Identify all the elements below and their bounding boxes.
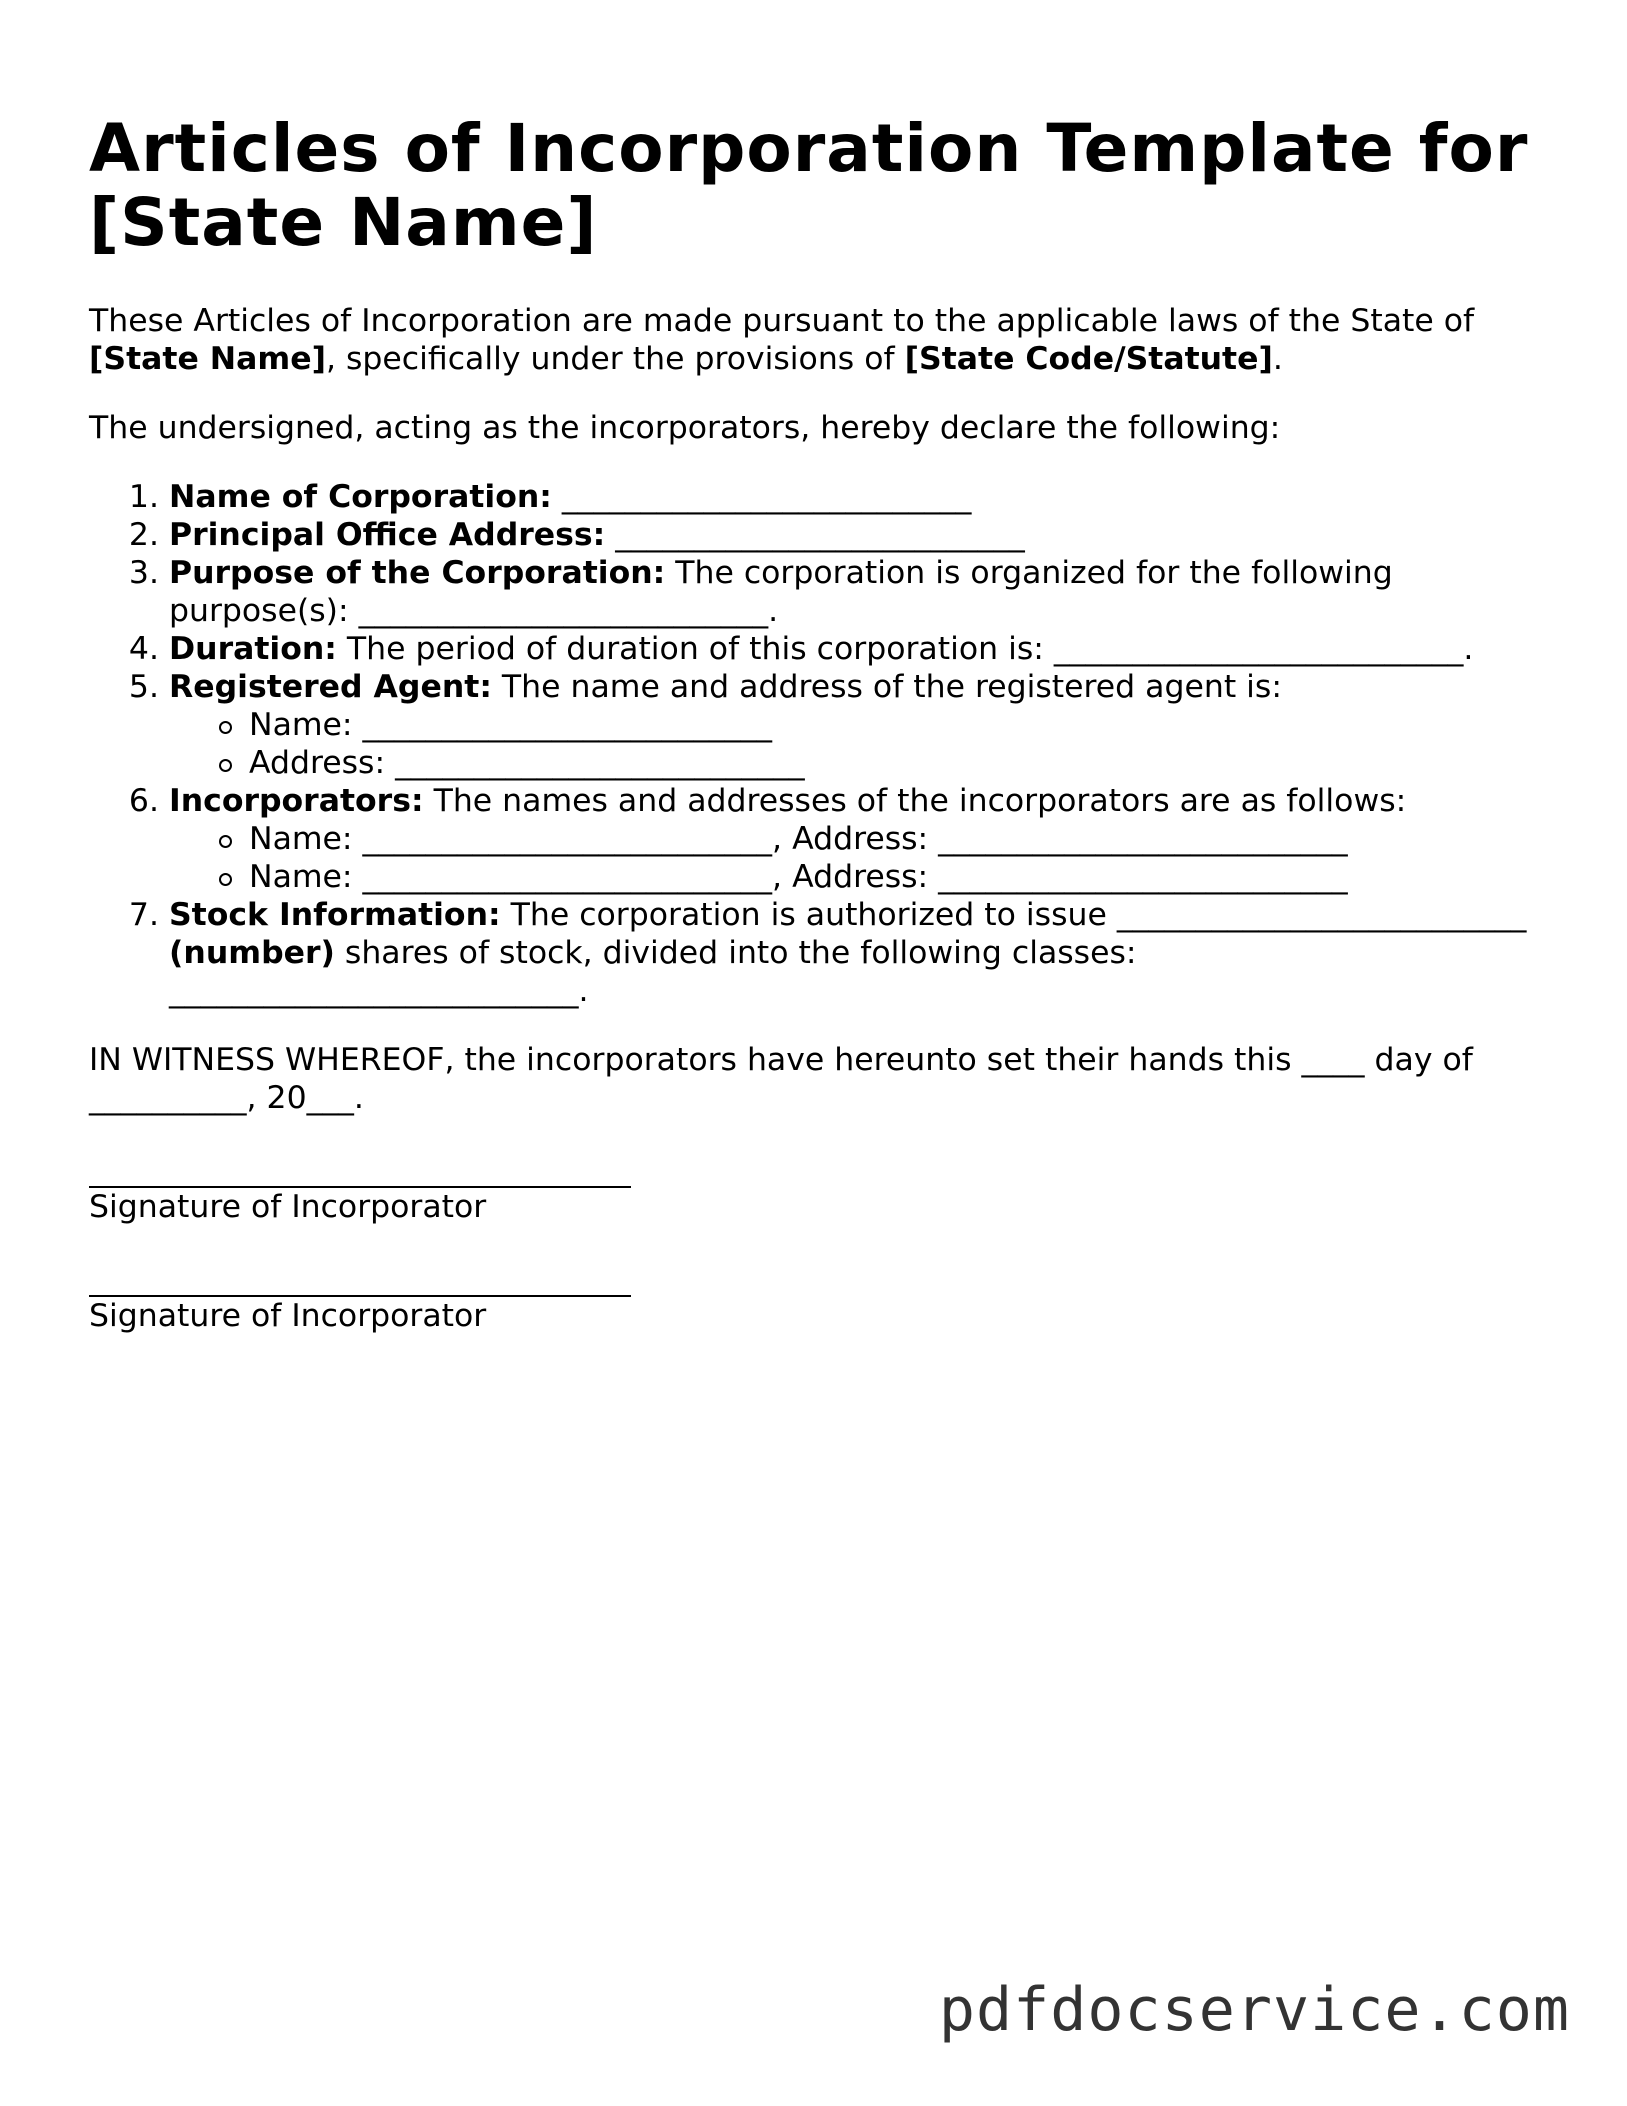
article-stock: 7. Stock Information: The corporation is authorized to issue __________________________ (number) shares of stock, divided into the following classes: __________________________. (169, 896, 1539, 1010)
article-name: 1. Name of Corporation: __________________________ (169, 478, 1539, 516)
signature-label: Signature of Incorporator (89, 1298, 487, 1334)
agent-address-line: Address: __________________________ (249, 744, 1539, 782)
agent-details (169, 706, 1539, 782)
signature-block (89, 1150, 1539, 1335)
incorporator-details (169, 820, 1539, 896)
statute-placeholder: [State Code/Statute] (904, 341, 1273, 377)
declaration-paragraph: The undersigned, acting as the incorporators, hereby declare the following: (89, 410, 1281, 446)
document-title: Articles of Incorporation Template for [State Name] (89, 110, 1529, 261)
incorporator-line: Name: __________________________, Address: __________________________ (249, 858, 1539, 896)
agent-name-line: Name: __________________________ (249, 706, 1539, 744)
signature-line (89, 1150, 631, 1188)
article-duration: 4. Duration: The period of duration of this corporation is: __________________________. (169, 630, 1539, 668)
article-purpose: 3. Purpose of the Corporation: The corporation is organized for the following purpose(s): __________________________. (169, 554, 1539, 630)
footer-watermark: pdfdocservice.com (938, 1975, 1570, 2045)
signature-line (89, 1259, 631, 1297)
witness-paragraph: IN WITNESS WHEREOF, the incorporators have hereunto set their hands this ____ day of __________, 20___. (89, 1042, 1473, 1116)
article-office: 2. Principal Office Address: __________________________ (169, 516, 1539, 554)
incorporator-line: Name: __________________________, Address: __________________________ (249, 820, 1539, 858)
document-page (89, 112, 1539, 1368)
article-registered-agent: 5. Registered Agent: The name and address of the registered agent is: Name: __________________________ Address: __________________________ (169, 668, 1539, 782)
intro-paragraph: These Articles of Incorporation are made pursuant to the applicable laws of the State of [State Name], specifically under the provisions of [State Code/Statute]. (89, 303, 1475, 377)
state-name-placeholder: [State Name] (89, 341, 326, 377)
article-incorporators: 6. Incorporators: The names and addresses of the incorporators are as follows: Name: __________________________, Address: __________________________ Name: __________________________, Address: __________________________ (169, 782, 1539, 896)
articles-list (89, 478, 1539, 1010)
signature-label: Signature of Incorporator (89, 1189, 487, 1225)
